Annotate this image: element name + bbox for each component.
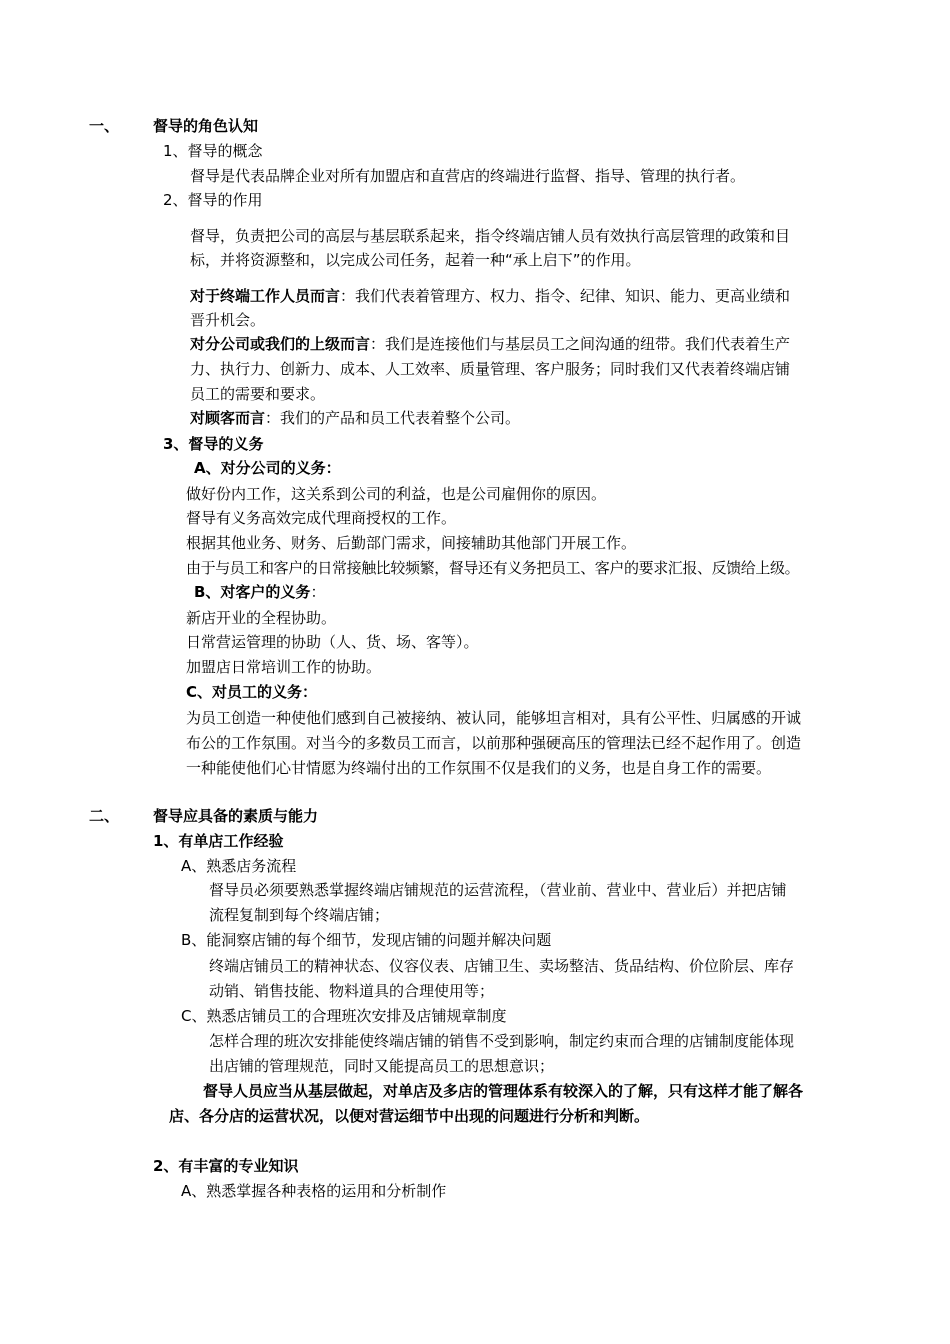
role-branch: 对分公司或我们的上级而言：我们是连接他们与基层员工之间沟通的纽带。我们代表着生产 [190,335,791,353]
duty-a-item-2: 督导有义务高效完成代理商授权的工作。 [186,509,457,527]
quality-1c-line-1: 怎样合理的班次安排能使终端店铺的销售不受到影响，制定约束而合理的店铺制度能体现 [209,1032,795,1050]
quality-2-heading: 2、有丰富的专业知识 [153,1157,299,1175]
quality-2a-heading: A、熟悉掌握各种表格的运用和分析制作 [181,1182,447,1200]
role-terminal-staff-line-2: 晋升机会。 [190,311,266,329]
role-branch-line-2: 力、执行力、创新力、成本、人工效率、质量管理、客户服务；同时我们又代表着终端店铺 [190,360,791,378]
duty-a-item-1: 做好份内工作，这关系到公司的利益，也是公司雇佣你的原因。 [186,485,607,503]
section-1-title: 督导的角色认知 [153,117,259,135]
concept-text: 督导是代表品牌企业对所有加盟店和直营店的终端进行监督、指导、管理的执行者。 [190,167,746,185]
duty-a-item-3: 根据其他业务、财务、后勤部门需求，间接辅助其他部门开展工作。 [186,534,637,552]
role-text-line-2: 标，并将资源整和，以完成公司任务，起着一种“承上启下”的作用。 [190,251,641,269]
role-text-line-1: 督导，负责把公司的高层与基层联系起来，指令终端店铺人员有效执行高层管理的政策和目 [190,227,791,245]
quality-1c-line-2: 出店铺的管理规范，同时又能提高员工的思想意识； [209,1057,555,1075]
quality-1-heading: 1、有单店工作经验 [153,832,284,850]
emphasis-line-1: 督导人员应当从基层做起，对单店及多店的管理体系有较深入的了解，只有这样才能了解各 [203,1082,804,1100]
duty-b-item-2: 日常营运管理的协助（人、货、场、客等）。 [186,633,479,651]
role-terminal-staff: 对于终端工作人员而言：我们代表着管理方、权力、指令、纪律、知识、能力、更高业绩和 [190,287,791,305]
duty-c-line-2: 布公的工作氛围。对当今的多数员工而言，以前那种强硬高压的管理法已经不起作用了。创造 [186,734,802,752]
heading-role: 2、督导的作用 [163,191,263,209]
quality-1a-heading: A、熟悉店务流程 [181,857,297,875]
quality-1a-line-1: 督导员必须要熟悉掌握终端店铺规范的运营流程，（营业前、营业中、营业后）并把店铺 [209,881,787,899]
duty-b-item-3: 加盟店日常培训工作的协助。 [186,658,382,676]
duty-c-line-1: 为员工创造一种使他们感到自己被接纳、被认同，能够坦言相对，具有公平性、归属感的开诚 [186,709,802,727]
role-customer: 对顾客而言：我们的产品和员工代表着整个公司。 [190,409,521,427]
role-branch-line-3: 员工的需要和要求。 [190,385,326,403]
section-2-title: 督导应具备的素质与能力 [153,807,319,825]
quality-1a-line-2: 流程复制到每个终端店铺； [209,906,390,924]
duty-c-heading: C、对员工的义务： [186,683,318,701]
duty-b-heading: B、对客户的义务： [194,583,326,601]
quality-1c-heading: C、熟悉店铺员工的合理班次安排及店铺规章制度 [181,1007,507,1025]
duty-a-item-4: 由于与员工和客户的日常接触比较频繁，督导还有义务把员工、客户的要求汇报、反馈给上级。 [186,559,800,577]
heading-duties: 3、督导的义务 [163,435,264,453]
section-2-number: 二、 [89,807,120,825]
quality-1b-line-1: 终端店铺员工的精神状态、仪容仪表、店铺卫生、卖场整洁、货品结构、价位阶层、库存 [209,957,795,975]
duty-b-item-1: 新店开业的全程协助。 [186,609,337,627]
duty-c-line-3: 一种能使他们心甘情愿为终端付出的工作氛围不仅是我们的义务，也是自身工作的需要。 [186,759,772,777]
section-1-number: 一、 [89,117,120,135]
heading-concept: 1、督导的概念 [163,142,263,160]
emphasis-line-2: 店、各分店的运营状况，以便对营运细节中出现的问题进行分析和判断。 [169,1107,650,1125]
quality-1b-heading: B、能洞察店铺的每个细节，发现店铺的问题并解决问题 [181,931,552,949]
duty-a-heading: A、对分公司的义务： [194,459,341,477]
quality-1b-line-2: 动销、销售技能、物料道具的合理使用等； [209,982,495,1000]
